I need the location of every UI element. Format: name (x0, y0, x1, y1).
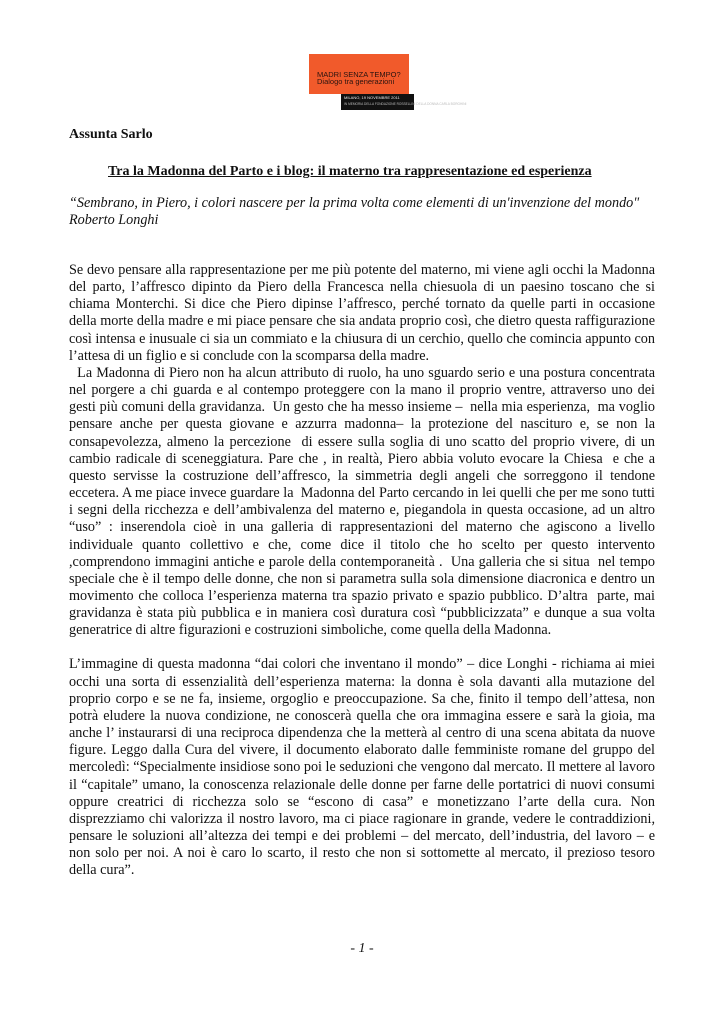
logo-black-block (341, 94, 467, 110)
epigraph (69, 195, 655, 230)
paragraph: Se devo pensare alla rappresentazione per me più potente del materno, mi viene agli occhi la Madonna del parto, l’affresco dipinto da Piero della Francesca nella chiesuola di un paesino toscano che si chiama Monterchi. Si dice che Piero dipinse l’affresco, perché tornato da quelle parti in occasione della morte della madre e mi piace pensare che sia andata proprio così, che dietro questa raffigurazione così intensa e inusuale ci sia un commiato e la chiusura di un cerchio, quello che comincia appunto con l’attesa di un figlio e si conclude con la scomparsa della madre. (69, 262, 655, 364)
paragraph: La Madonna di Piero non ha alcun attributo di ruolo, ha uno sguardo serio e una postura concentrata nel porgere a chi guarda e al contempo proteggere con la mano il proprio ventre, attraverso uno dei gesti più comuni della gravidanza. Un gesto che ha messo insieme – nella mia esperienza, ma voglio pensare anche per questa giovane e azzurra madonna– la protezione del nascituro e, se non la consapevolezza, almeno la percezione di essere sulla soglia di uno scatto del proprio vivere, di un cambio radicale di sceneggiatura. Pare che , in realtà, Piero abbia voluto evocare la Chiesa e che a questo servisse la costruzione dell’affresco, la simmetria degli angeli che sorreggono il tendone eccetera. A me piace invece guardare la Madonna del Parto cercando in lei quelli che per me sono tutti i segni della ricchezza e dell’ambivalenza del materno e, piegandola in questa occasione, ad un altro “uso” : inserendola cioè in una galleria di rappresentazioni del materno che agiscono a livello individuale quanto collettivo e che, come dice il titolo che ho scelto per questo intervento ,comprendono immagini antiche e parole della contemporaneità . Una galleria che si situa nel tempo speciale che è il tempo delle donne, che non si parametra sulla sola dimensione diacronica e dentro un movimento che colloca l’esperienza materna tra spazio privato e spazio pubblico. D’altra parte, mai gravidanza è stata più pubblica e in maniera così duratura così “pubblicizzata” e dunque a sua volta generatrice di altre figurazioni e costruzioni simboliche, come quella della Madonna. (69, 364, 659, 639)
epigraph-attribution: Roberto Longhi (69, 212, 159, 229)
epigraph-text: “Sembrano, in Piero, i colori nascere per la prima volta come elementi di un'invenzione del mondo" (69, 195, 640, 211)
event-logo (309, 54, 467, 110)
paragraph: L’immagine di questa madonna “dai colori che inventano il mondo” – dice Longhi - richiama ai miei occhi una sorta di essenzialità dell’esperienza materna: la donna è sola davanti alla mutazione del proprio corpo e se ne fa, insieme, orgoglio e preoccupazione. Sa che, finito il tempo dell’attesa, non potrà eludere la nuova condizione, ne conoscerà quella che ora immagina essere e sarà la gioia, ma anche l’ instaurarsi di una reciproca dipendenza che la metterà al centro di una scena abitata da nuove figure. Leggo dalla Cura del vivere, il documento elaborato dalle femministe romane del gruppo del mercoledì: “Specialmente insidiose sono poi le seduzioni che vengono dal mercato. Il mettere al lavoro il “capitale” umano, la conoscenza relazionale delle donne per farne delle portatrici di nuovi consumi oppure creatrici di ricchezza solo se “escono di casa” e monetizzano l’arte della cura. Non disprezziamo chi valorizza il nostro lavoro, ma ci piace ragionare in grande, vedere le contraddizioni, pensare le soluzioni all’altezza dei tempi e dei problemi – del mercato, dell’industria, del lavoro – e non solo per noi. A noi è caro lo scarto, il resto che non si sottomette al mercato, il prezioso tesoro della cura”. (69, 656, 655, 879)
page-number: - 1 - (350, 941, 374, 956)
author-name: Assunta Sarlo (69, 127, 153, 142)
logo-date: MILANO, 19 NOVEMBRE 2011 (344, 95, 400, 100)
logo-subtitle: Dialogo tra generazioni (317, 77, 395, 86)
logo-orange-block (309, 54, 409, 94)
body-text (69, 262, 659, 879)
document-title: Tra la Madonna del Parto e i blog: il materno tra rappresentazione ed esperienza (108, 164, 592, 179)
logo-fineprint: IN MEMORIA DELLA FONDAZIONE ROSSELLINI DELLA DONNA CARLA BORGHINI (344, 102, 467, 106)
logo-title: MADRI SENZA TEMPO? (317, 70, 401, 79)
